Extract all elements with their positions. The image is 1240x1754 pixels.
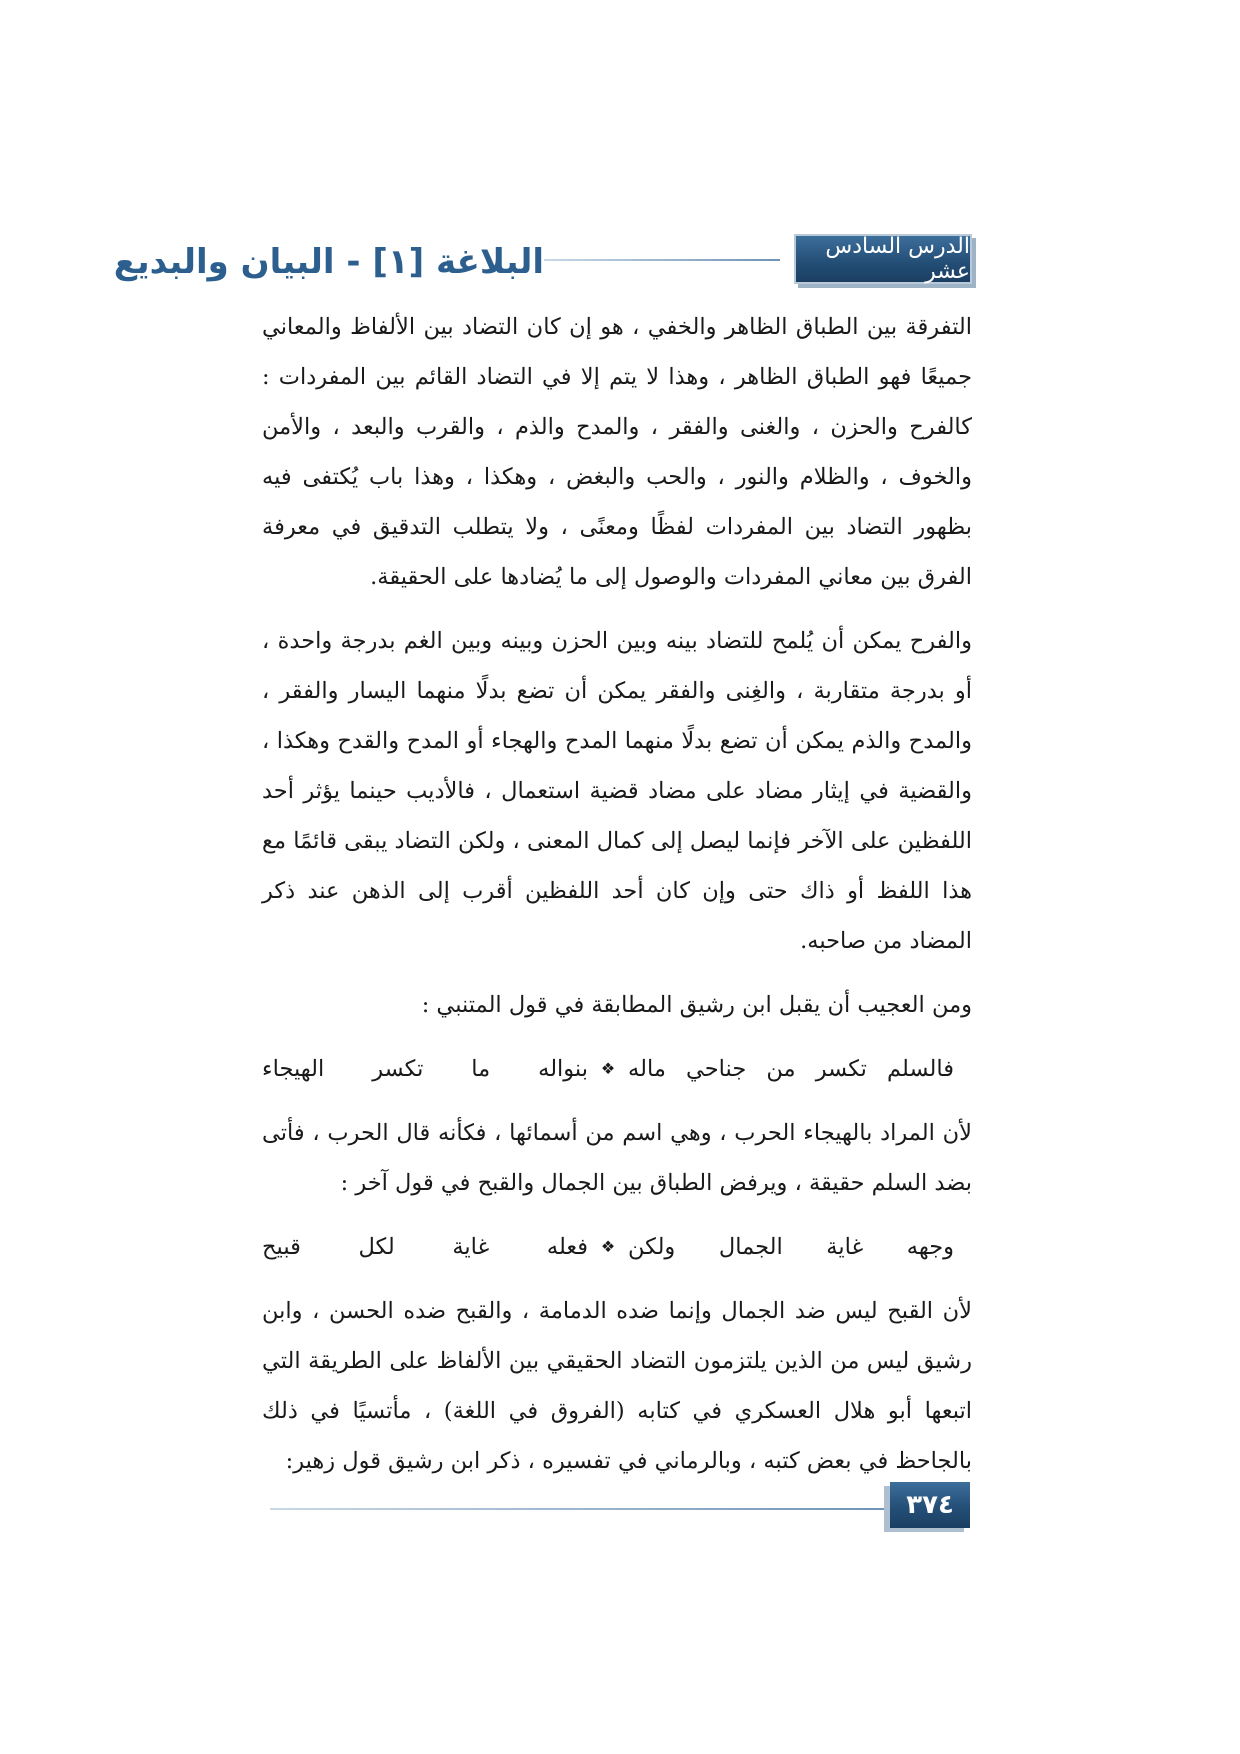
verse-word: تكسر: [815, 1056, 867, 1082]
verse-word: فالسلم: [887, 1056, 954, 1082]
page-number: ٣٧٤: [890, 1482, 970, 1528]
verse-word: لكل: [358, 1234, 395, 1260]
paragraph-4: لأن المراد بالهيجاء الحرب ، وهي اسم من أسمائها ، فكأنه قال الحرب ، فأتى بضد السلم حقيقة ، ويرفض الطباق بين الجمال والقبح في قول آخر :: [262, 1120, 972, 1196]
paragraph-5: لأن القبح ليس ضد الجمال وإنما ضده الدمامة ، والقبح ضده الحسن ، وابن رشيق ليس من الذين يلتزمون التضاد الحقيقي بين الألفاظ على الطريقة التي اتبعها أبو هلال العسكري في كتابه (الفروق في اللغة) ، مأتسيًا في ذلك بالجاحظ في بعض كتبه ، وبالرماني في تفسيره ، ذكر ابن رشيق قول زهير:: [262, 1298, 972, 1474]
page-body: [262, 302, 972, 1486]
page-footer: [270, 1482, 970, 1534]
verse-word: ماله: [628, 1056, 666, 1082]
paragraph-3: ومن العجيب أن يقبل ابن رشيق المطابقة في قول المتنبي :: [421, 992, 972, 1018]
page-header: [113, 234, 972, 290]
verse-word: فعله: [546, 1234, 588, 1260]
verse-separator-icon: ❖: [600, 1059, 616, 1078]
verse-1-first-half: [628, 1044, 954, 1094]
header-divider: [544, 259, 780, 261]
paragraph-1: التفرقة بين الطباق الظاهر والخفي ، هو إن كان التضاد بين الألفاظ والمعاني جميعًا فهو الطباق الظاهر ، وهذا لا يتم إلا في التضاد القائم بين المفردات : كالفرح والحزن ، والغنى والفقر ، والمدح والذم ، والقرب والبعد ، والأمن والخوف ، والظلام والنور ، والحب والبغض ، وهكذا ، وهذا باب يُكتفى فيه بظهور التضاد بين المفردات لفظًا ومعنًى ، ولا يتطلب التدقيق في معرفة الفرق بين معاني المفردات والوصول إلى ما يُضادها على الحقيقة.: [262, 314, 972, 590]
verse-2-second-half: [262, 1222, 588, 1272]
verse-word: الجمال: [718, 1234, 783, 1260]
footer-divider: [270, 1508, 890, 1510]
verse-1-second-half: [262, 1044, 588, 1094]
verse-word: قبيح: [262, 1234, 301, 1260]
verse-word: بنواله: [538, 1056, 588, 1082]
verse-word: غاية: [452, 1234, 490, 1260]
verse-word: الهيجاء: [262, 1056, 325, 1082]
book-title: البلاغة [١] - البيان والبديع: [113, 242, 544, 282]
paragraph-2: والفرح يمكن أن يُلمح للتضاد بينه وبين الحزن وبينه وبين الغم بدرجة واحدة ، أو بدرجة متقاربة ، والغِنى والفقر يمكن أن تضع بدلًا منهما اليسار والفقر ، والمدح والذم يمكن أن تضع بدلًا منهما المدح والهجاء أو المدح والقدح وهكذا ، والقضية في إيثار مضاد على مضاد قضية استعمال ، فالأديب حينما يؤثر أحد اللفظين على الآخر فإنما ليصل إلى كمال المعنى ، ولكن التضاد يبقى قائمًا مع هذا اللفظ أو ذاك حتى وإن كان أحد اللفظين أقرب إلى الذهن عند ذكر المضاد من صاحبه.: [262, 628, 973, 954]
verse-word: ولكن: [628, 1234, 676, 1260]
verse-word: ما: [471, 1056, 491, 1082]
verse-word: تكسر: [372, 1056, 424, 1082]
verse-1: [262, 1044, 954, 1094]
verse-word: غاية: [826, 1234, 864, 1260]
verse-2: [262, 1222, 954, 1272]
verse-2-first-half: [628, 1222, 954, 1272]
verse-word: وجهه: [906, 1234, 954, 1260]
verse-word: من: [766, 1056, 796, 1082]
verse-word: جناحي: [686, 1056, 747, 1082]
verse-separator-icon: ❖: [600, 1237, 616, 1256]
lesson-label: الدرس السادس عشر: [794, 234, 972, 284]
